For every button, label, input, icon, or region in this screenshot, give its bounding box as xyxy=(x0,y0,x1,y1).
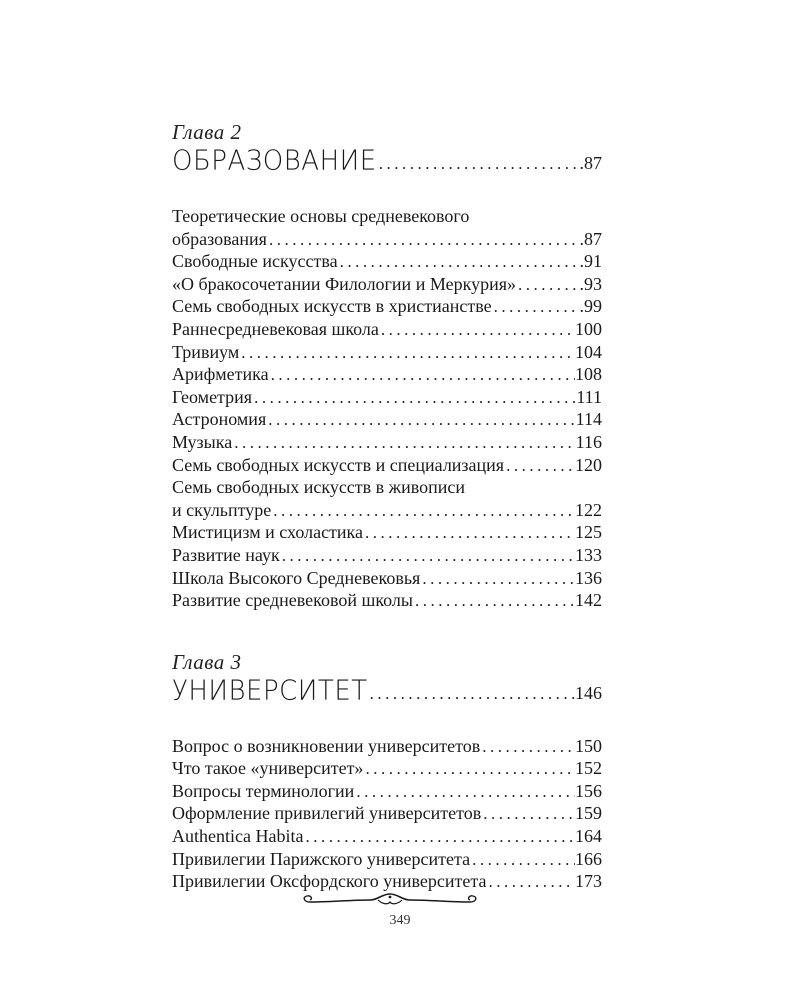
toc-entry[interactable] xyxy=(172,228,602,251)
toc-entry[interactable] xyxy=(172,757,602,780)
toc-entry[interactable] xyxy=(172,295,602,318)
leader-dots xyxy=(504,455,575,478)
toc-entry[interactable] xyxy=(172,386,602,409)
entry-page-number: 120 xyxy=(575,454,602,475)
entry-page-number: 142 xyxy=(575,590,602,611)
entry-first-line: Теоретические основы средневекового xyxy=(172,206,470,226)
entry-page-number: 100 xyxy=(575,318,602,339)
leader-dots xyxy=(377,149,580,179)
entry-title: Семь свободных искусств в христианстве xyxy=(172,296,492,317)
leader-dots xyxy=(492,296,580,319)
toc-entry[interactable] xyxy=(172,567,602,590)
entry-page-number: 173 xyxy=(575,871,602,892)
entry-title: Развитие наук xyxy=(172,544,280,565)
entry-title: Привилегии Парижского университета xyxy=(172,848,471,869)
section-spacer xyxy=(172,612,602,650)
leader-dots xyxy=(379,319,575,342)
entry-page-number: 114 xyxy=(575,409,602,430)
entry-title: и скульптуре xyxy=(172,499,272,520)
leader-dots xyxy=(239,342,575,365)
chapter-page-number: 146 xyxy=(575,682,602,703)
entry-page-number: 150 xyxy=(575,735,602,756)
entry-page-number: 164 xyxy=(575,826,602,847)
leader-dots xyxy=(266,409,575,432)
leader-dots xyxy=(303,826,575,849)
entry-title: Семь свободных искусств и специализация xyxy=(172,454,505,475)
toc-entry[interactable] xyxy=(172,363,602,386)
toc-entry[interactable] xyxy=(172,341,602,364)
toc-entry[interactable] xyxy=(172,454,602,477)
leader-dots xyxy=(267,229,580,252)
entry-title: Что такое «университет» xyxy=(172,758,364,779)
entry-list xyxy=(172,205,602,612)
chapter-page-number: .87 xyxy=(579,153,602,173)
toc-entry[interactable] xyxy=(172,544,602,567)
leader-dots xyxy=(363,758,575,781)
toc-entry[interactable] xyxy=(172,825,602,848)
chapter-title: ОБРАЗОВАНИЕ xyxy=(172,145,377,177)
chapter-title: УНИВЕРСИТЕТ xyxy=(172,674,368,707)
entry-title: Вопросы терминологии xyxy=(172,780,355,801)
entry-page-number: 122 xyxy=(575,499,602,520)
entry-title: Развитие средневековой школы xyxy=(172,590,414,611)
leader-dots xyxy=(481,803,575,826)
chapter-2 xyxy=(172,120,602,612)
entry-page-number: .93 xyxy=(579,273,602,294)
entry-page-number: 108 xyxy=(575,364,602,385)
entry-page-number: .87 xyxy=(579,228,602,249)
toc-entry[interactable] xyxy=(172,848,602,871)
leader-dots xyxy=(354,781,575,804)
chapter-label: Глава 2 xyxy=(172,120,242,144)
leader-dots xyxy=(363,522,575,545)
toc-entry[interactable] xyxy=(172,589,602,612)
scroll-ornament-icon xyxy=(300,888,480,912)
leader-dots xyxy=(413,590,575,613)
entry-title: Мистицизм и схоластика xyxy=(172,522,364,543)
entry-title: Привилегии Оксфордского университета xyxy=(172,871,487,892)
table-of-contents xyxy=(172,120,602,893)
entry-title: Оформление привилегий университетов xyxy=(172,803,482,824)
leader-dots xyxy=(269,364,575,387)
toc-entry[interactable] xyxy=(172,499,602,522)
entry-title: Геометрия xyxy=(172,386,253,407)
page-number: 349 xyxy=(389,913,411,928)
entry-page-number: 136 xyxy=(575,567,602,588)
entry-page-number: .99 xyxy=(579,296,602,317)
chapter-3 xyxy=(172,650,602,893)
toc-entry[interactable] xyxy=(172,250,602,273)
entry-page-number: 166 xyxy=(575,848,602,869)
leader-dots xyxy=(480,736,575,759)
leader-dots xyxy=(420,568,575,591)
leader-dots xyxy=(271,500,575,523)
entry-first-line: Семь свободных искусств в живописи xyxy=(172,477,465,498)
entry-title: Школа Высокого Средневековья xyxy=(172,567,421,588)
entry-title: Раннесредневековая школа xyxy=(172,318,379,339)
toc-entry[interactable] xyxy=(172,431,602,454)
leader-dots xyxy=(338,251,580,274)
entry-title: Вопрос о возникновении университетов xyxy=(172,735,481,756)
entry-page-number: 111 xyxy=(576,386,602,407)
entry-title: Тривиум xyxy=(172,341,240,362)
entry-title: Authentica Habita xyxy=(172,826,304,847)
leader-dots xyxy=(470,849,575,872)
chapter-label: Глава 3 xyxy=(172,649,242,674)
entry-page-number: .91 xyxy=(579,251,602,272)
entry-page-number: 156 xyxy=(575,780,602,801)
toc-entry[interactable] xyxy=(172,408,602,431)
toc-entry[interactable] xyxy=(172,521,602,544)
leader-dots xyxy=(280,545,575,568)
leader-dots xyxy=(486,871,575,894)
chapter-title-row[interactable] xyxy=(172,146,602,179)
chapter-title-row[interactable] xyxy=(172,676,602,709)
entry-page-number: 152 xyxy=(575,758,602,779)
entry-page-number: 125 xyxy=(575,522,602,543)
toc-entry[interactable] xyxy=(172,802,602,825)
leader-dots xyxy=(368,679,575,709)
entry-title: образования xyxy=(172,228,267,249)
entry-page-number: 133 xyxy=(575,544,602,565)
entry-page-number: 116 xyxy=(575,431,602,452)
entry-title: Свободные искусства xyxy=(172,251,338,272)
toc-entry[interactable] xyxy=(172,780,602,803)
entry-page-number: 104 xyxy=(575,341,602,362)
toc-entry[interactable] xyxy=(172,318,602,341)
entry-list xyxy=(172,735,602,893)
leader-dots xyxy=(516,274,580,297)
toc-entry[interactable] xyxy=(172,273,602,296)
entry-title: Арифметика xyxy=(172,364,269,385)
toc-entry[interactable] xyxy=(172,735,602,758)
leader-dots xyxy=(252,387,576,410)
entry-title: «О бракосочетании Филологии и Меркурия» xyxy=(172,273,516,294)
entry-page-number: 159 xyxy=(575,803,602,824)
leader-dots xyxy=(232,432,575,455)
entry-title: Музыка xyxy=(172,431,233,452)
entry-title: Астрономия xyxy=(172,409,267,430)
